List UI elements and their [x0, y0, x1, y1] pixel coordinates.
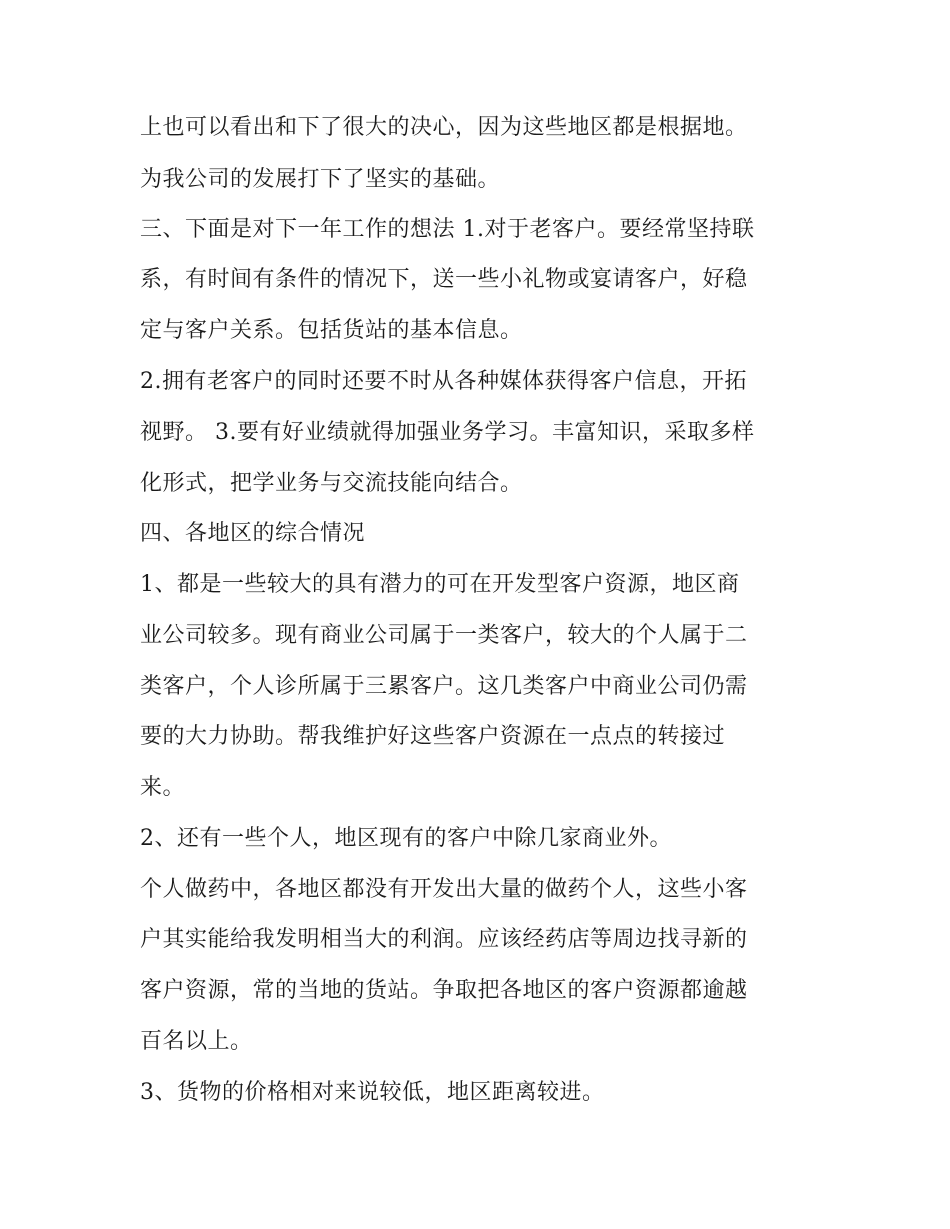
- text-line: 业公司较多。现有商业公司属于一类客户，较大的个人属于二: [140, 623, 748, 648]
- text-line: 来。: [140, 775, 186, 800]
- text-line: 类客户，个人诊所属于三累客户。这几类客户中商业公司仍需: [140, 674, 748, 699]
- text-line: 视野。 3.要有好业绩就得加强业务学习。丰富知识，采取多样: [140, 420, 755, 445]
- text-line: 个人做药中，各地区都没有开发出大量的做药个人，这些小客: [140, 877, 748, 902]
- text-line: 上也可以看出和下了很大的决心，因为这些地区都是根据地。: [140, 115, 748, 140]
- text-line: 系，有时间有条件的情况下，送一些小礼物或宴请客户，好稳: [140, 267, 748, 292]
- text-line: 为我公司的发展打下了坚实的基础。: [140, 167, 501, 192]
- text-line: 3、货物的价格相对来说较低，地区距离较进。: [140, 1080, 605, 1105]
- text-line: 2、还有一些个人，地区现有的客户中除几家商业外。: [140, 826, 672, 851]
- text-line: 定与客户关系。包括货站的基本信息。: [140, 318, 523, 343]
- text-line: 2.拥有老客户的同时还要不时从各种媒体获得客户信息，开拓: [140, 369, 747, 394]
- text-line: 客户资源，常的当地的货站。争取把各地区的客户资源都逾越: [140, 978, 748, 1003]
- text-line: 要的大力协助。帮我维护好这些客户资源在一点点的转接过: [140, 724, 726, 749]
- section-heading: 四、各地区的综合情况: [140, 521, 366, 546]
- text-line: 户其实能给我发明相当大的利润。应该经药店等周边找寻新的: [140, 927, 748, 952]
- text-line: 百名以上。: [140, 1029, 253, 1054]
- text-line: 三、下面是对下一年工作的想法 1.对于老客户。要经常坚持联: [140, 217, 755, 242]
- text-line: 化形式，把学业务与交流技能向结合。: [140, 471, 523, 496]
- text-line: 1、都是一些较大的具有潜力的可在开发型客户资源，地区商: [140, 572, 740, 597]
